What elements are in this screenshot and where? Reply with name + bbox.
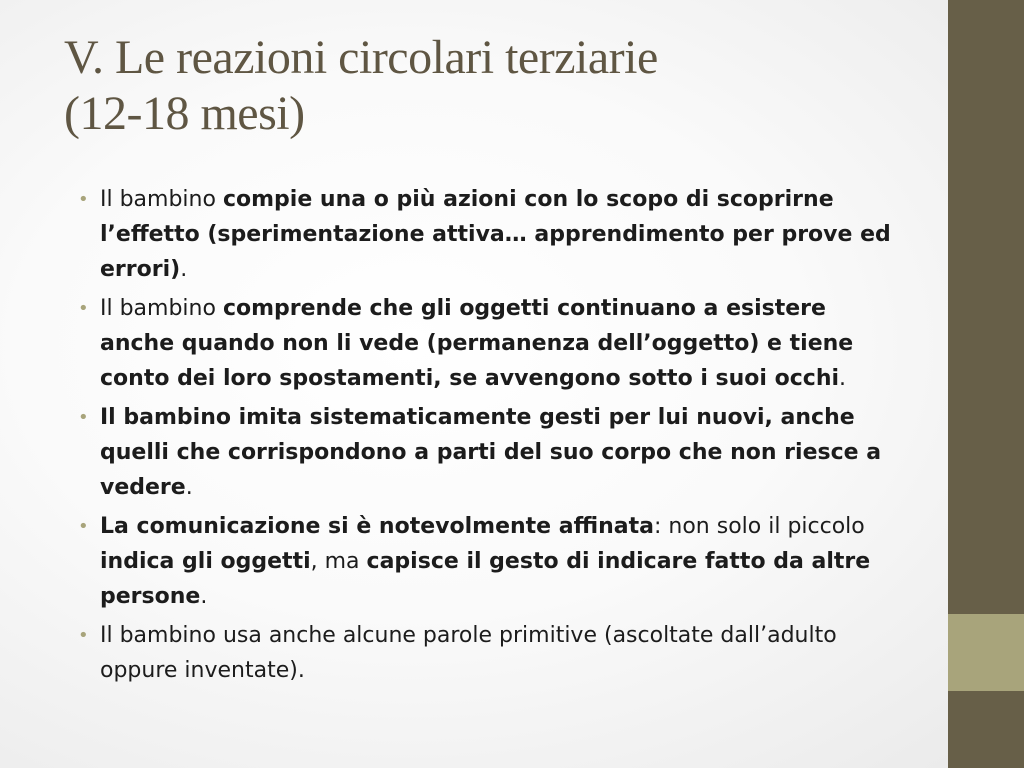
bullet-text: .	[200, 584, 208, 609]
bullet-text-bold: Il bambino imita sistematicamente gesti per lui nuovi, anche quelli che corrispondono a parti del suo corpo che non riesce a vedere	[100, 405, 882, 500]
bullet-text-bold: compie una o più azioni con lo scopo di scoprirne l’effetto (sperimentazione attiva… apprendimento per prove ed errori)	[100, 187, 891, 282]
bullet-text: Il bambino usa anche alcune parole primitive (ascoltate dall’adulto oppure inventate).	[100, 623, 837, 683]
bullet-dot-icon: •	[78, 189, 89, 210]
bullet-text: , ma	[310, 549, 367, 574]
bullet-list	[78, 182, 898, 692]
sidebar-accent-block	[948, 614, 1024, 691]
bullet-item	[78, 400, 898, 505]
bullet-item	[78, 291, 898, 396]
bullet-text-bold: capisce il gesto di indicare fatto da altre persone	[100, 549, 871, 609]
bullet-dot-icon: •	[78, 516, 89, 537]
slide-title-line-1: V. Le reazioni circolari terziarie	[64, 31, 658, 84]
bullet-dot-icon: •	[78, 298, 89, 319]
bullet-text: .	[180, 257, 188, 282]
bullet-dot-icon: •	[78, 407, 89, 428]
bullet-item	[78, 618, 898, 688]
bullet-dot-icon: •	[78, 625, 89, 646]
bullet-text: : non solo il piccolo	[654, 514, 865, 539]
bullet-text-bold: La comunicazione si è notevolmente affinata	[100, 514, 654, 539]
bullet-item	[78, 509, 898, 614]
bullet-text: .	[839, 366, 847, 391]
slide-title	[64, 30, 924, 142]
bullet-text-bold: indica gli oggetti	[100, 549, 311, 574]
slide-title-line-2: (12-18 mesi)	[64, 87, 305, 140]
bullet-text: .	[185, 475, 193, 500]
bullet-text-bold: comprende che gli oggetti continuano a esistere anche quando non li vede (permanenza dell’oggetto) e tiene conto dei loro spostamenti, se avvengono sotto i suoi occhi	[100, 296, 854, 391]
bullet-item	[78, 182, 898, 287]
bullet-text: Il bambino	[100, 296, 223, 321]
bullet-text: Il bambino	[100, 187, 223, 212]
